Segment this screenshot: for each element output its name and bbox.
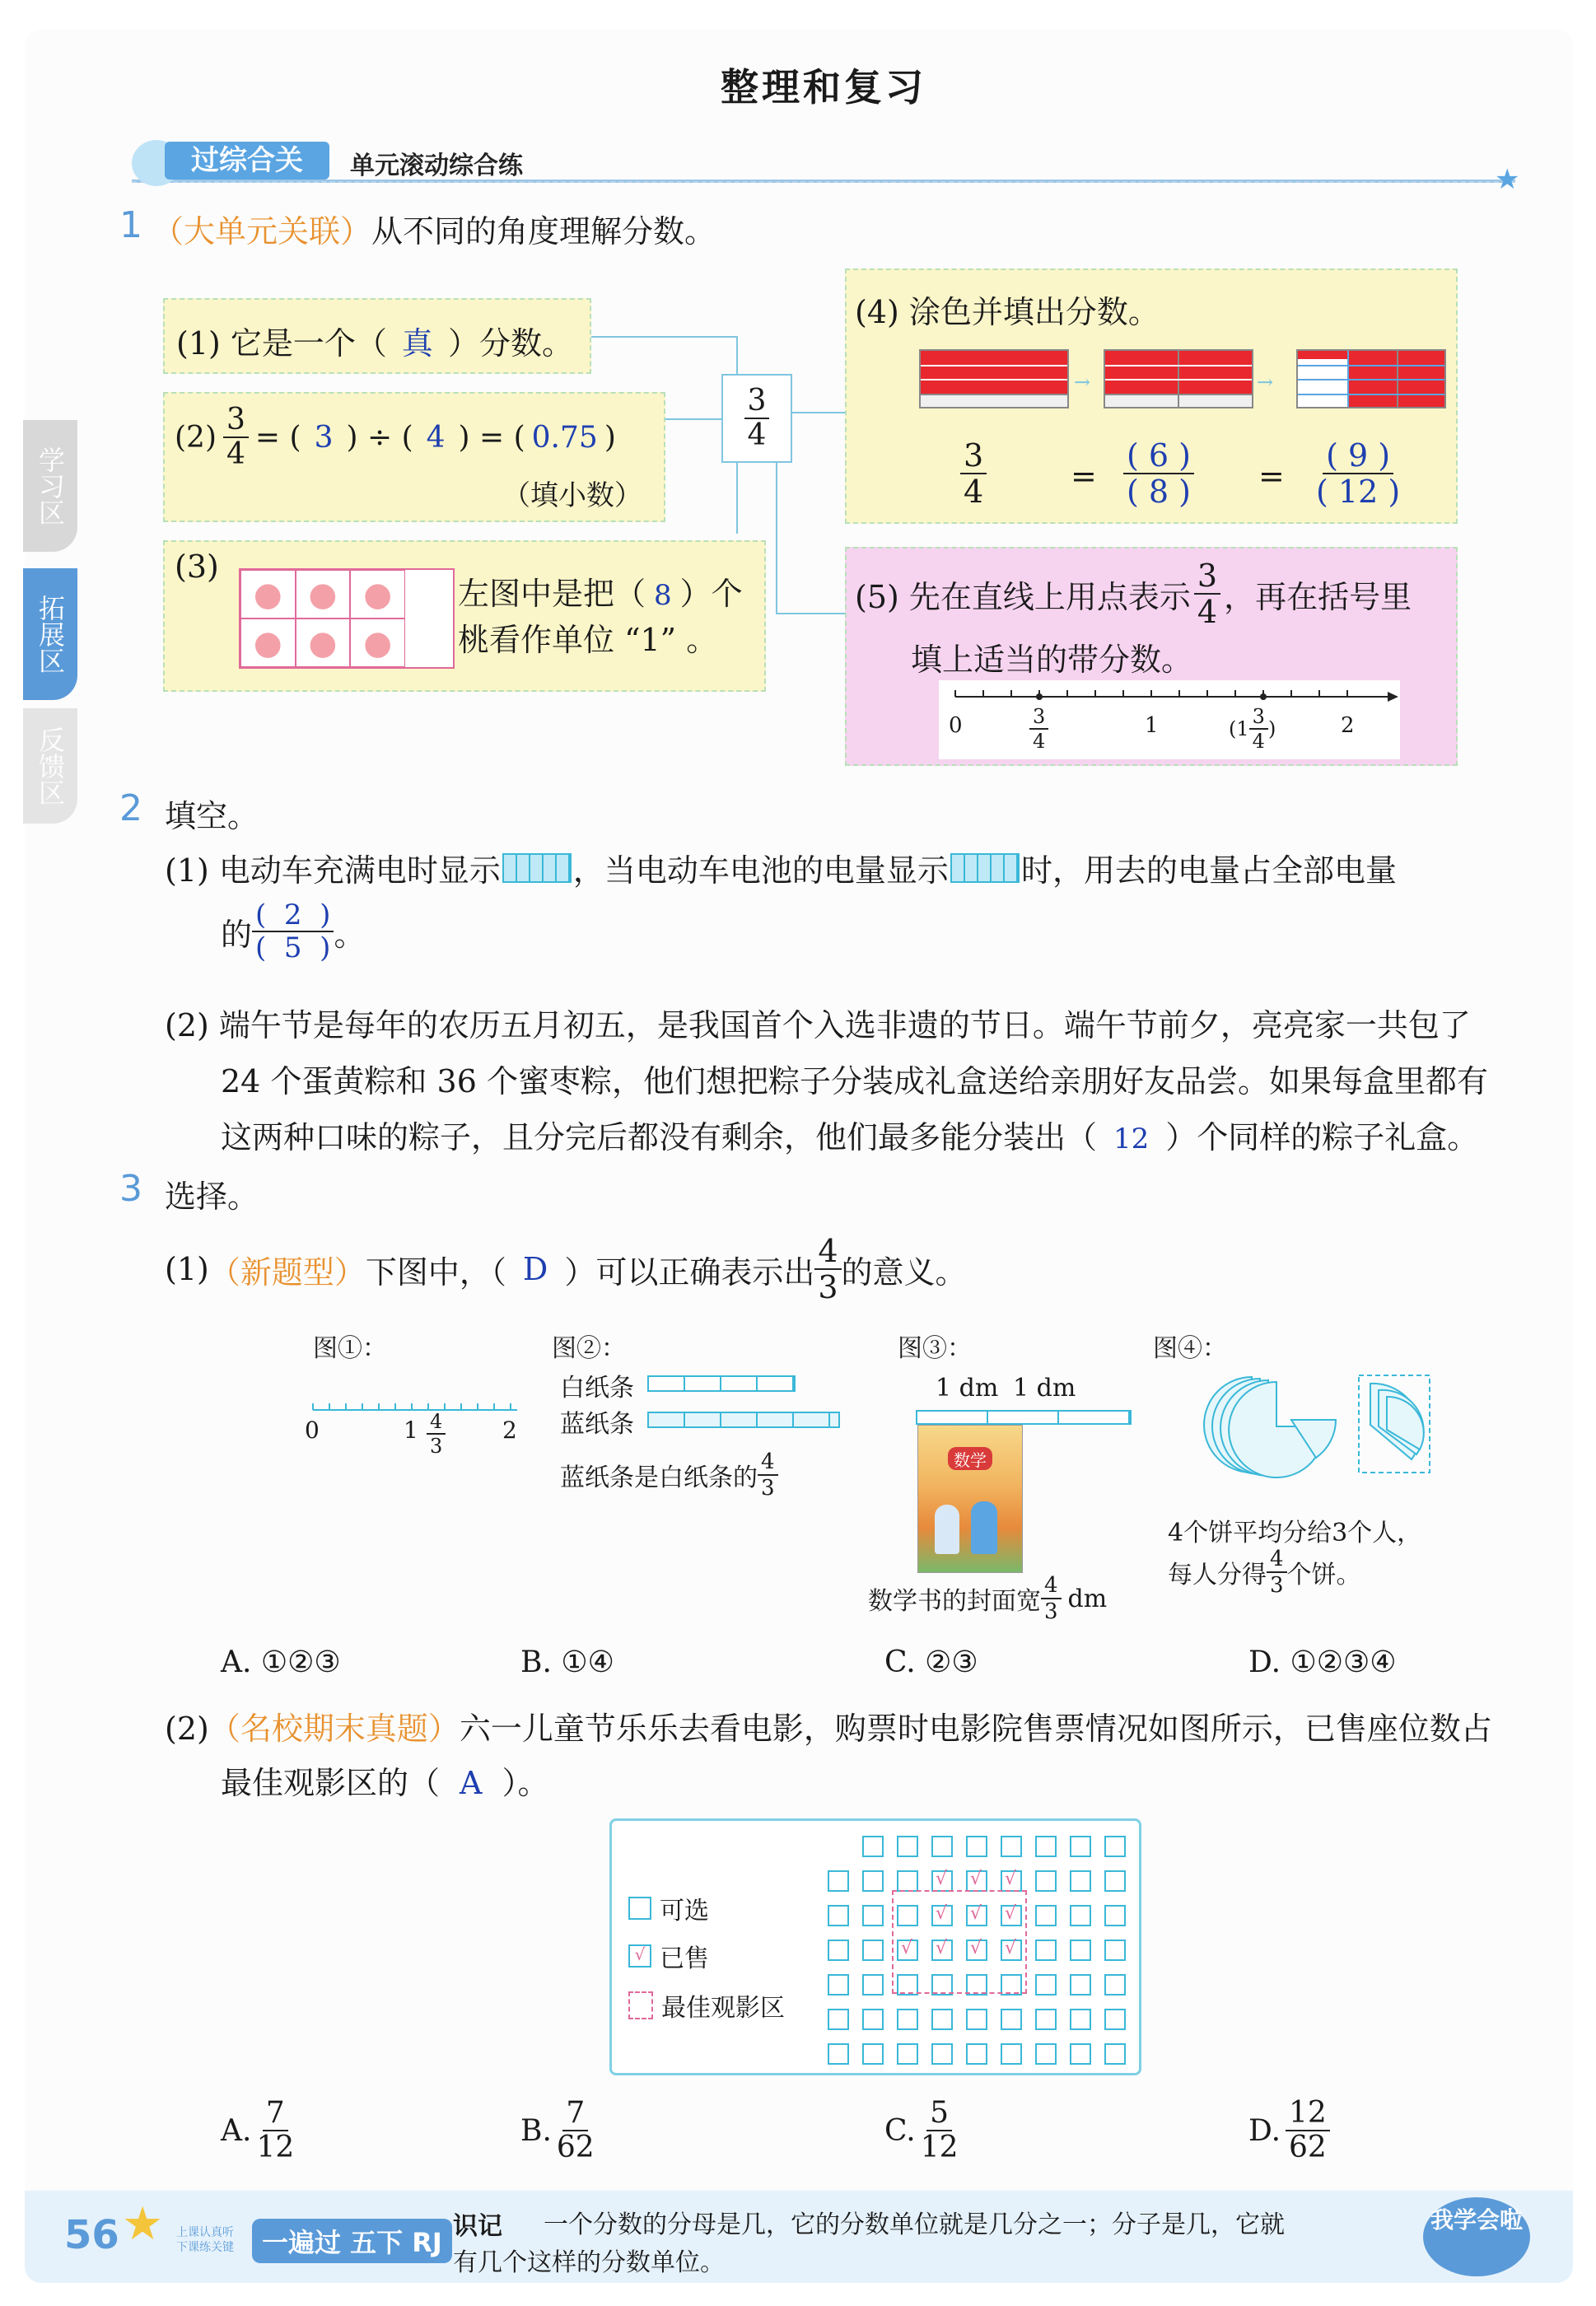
footer-slogan-2: 下课练关键 (176, 2241, 234, 2254)
peach-icon: ● (296, 619, 351, 667)
figure-1: 图①： 0 1 2 $\frac{4}{3}$ (305, 1328, 535, 1459)
seat[interactable] (1104, 1940, 1126, 1961)
decimal-note: （填小数） (502, 479, 642, 512)
blue-strip (647, 1412, 840, 1428)
connector (665, 418, 725, 420)
seat[interactable] (1001, 2043, 1022, 2065)
seat[interactable] (1070, 2009, 1091, 2030)
seat[interactable] (931, 1836, 953, 1857)
fraction-3-4: $\frac{3}{4}$ (960, 440, 987, 507)
q1-part4-box: (4) 涂色并填出分数。 → → $\frac{3}{4}$ = $\frac{( 6 )}{( 8 )}$ = $\frac{( 9 )}{( 12 )}$ (845, 268, 1458, 524)
connector (776, 460, 777, 613)
seat[interactable] (1035, 1940, 1057, 1961)
answer-d: D (522, 1251, 548, 1287)
footer-note-line1: 一个分数的分母是几，它的分数单位就是几分之一；分子是几，它就 (544, 2210, 1285, 2239)
answer-numerator: 3 (314, 420, 334, 455)
seat[interactable] (1035, 1974, 1057, 1996)
question-number: 1 (119, 204, 142, 246)
footer-bar (25, 2191, 1573, 2283)
cake-pieces-image (1194, 1367, 1433, 1482)
answer-denominator: 4 (426, 420, 446, 455)
number-line-box (939, 680, 1400, 759)
q2-part1-line1: (1) 电动车充满电时显示 ，当电动车电池的电量显示 时，用去的电量占全部电量 (165, 852, 1397, 889)
ruler-strip (916, 1410, 1132, 1425)
option-b[interactable]: B. ①④ (520, 1645, 614, 1679)
seat[interactable] (1035, 2043, 1057, 2065)
q1-part5-box: (5) 先在直线上用点表示 $\frac{3}{4}$ ，再在括号里 填上适当的带分数。 0 1 2 $\frac{3}{4}$ ( 1 $\frac{3}{4}$ ) (845, 547, 1458, 766)
seat[interactable] (862, 2043, 884, 2065)
question-1-prompt (152, 206, 716, 251)
seat[interactable] (862, 2009, 884, 2030)
peach-icon: ● (240, 570, 296, 619)
question-2-title: 填空。 (165, 798, 259, 834)
q2-part1-line2: 的 $\frac{( 2 )}{( 5 )}$ 。 (221, 899, 366, 964)
legend-best-area: 最佳观影区 (628, 1987, 785, 2024)
seat[interactable] (828, 2009, 849, 2030)
best-area-outline (892, 1890, 1027, 1994)
peach-icon: ● (296, 570, 351, 619)
mascot-star-icon: ★ (122, 2197, 164, 2251)
peach-icon: ● (350, 619, 405, 667)
legend-available: 可选 (628, 1890, 709, 1926)
question-tag: （大单元关联） (152, 213, 372, 250)
equals-sign: = (1071, 458, 1097, 494)
banner-subtitle: 单元滚动综合练 (350, 152, 523, 180)
answer-a: A (460, 1765, 483, 1801)
question-number: 2 (119, 787, 142, 829)
seat[interactable] (897, 1870, 918, 1892)
option-c-fraction[interactable]: C. $\frac{5}{12}$ (884, 2096, 959, 2164)
seat[interactable] (828, 2043, 849, 2065)
q3-part1-prompt: (1) （新题型） 下图中，（ D ）可以正确表示出 $\frac{4}{3}$ 的意义。 (165, 1233, 967, 1305)
seat[interactable] (897, 2043, 918, 2065)
seat[interactable] (966, 1836, 987, 1857)
option-d-fraction[interactable]: D. $\frac{12}{62}$ (1248, 2098, 1330, 2163)
page-title: 整理和复习 (721, 65, 926, 110)
footer-slogan-1: 上课认真听 (176, 2226, 234, 2239)
seat[interactable] (1035, 2009, 1057, 2030)
figure-2: 图②： 白纸条 蓝纸条 蓝纸条是白纸条的 $\frac{4}{3}$ (552, 1328, 848, 1492)
peach-icon: ● (240, 619, 296, 667)
mark-1-3-4: ( 1 $\frac{3}{4}$ ) (1229, 705, 1276, 753)
q3-part2-prompt-line2: 最佳观影区的（ A ）。 (221, 1765, 549, 1801)
seat[interactable] (1001, 1870, 1022, 1892)
connector (736, 460, 738, 534)
seat[interactable] (931, 2043, 953, 2065)
seat[interactable] (966, 2009, 987, 2030)
figure-3: 图③： 1 dm 1 dm 数学 数学书的封面宽 $\frac{4}{3}$ dm (856, 1328, 1153, 1624)
mark-3-4: $\frac{3}{4}$ (1029, 707, 1048, 751)
seat[interactable] (1070, 1836, 1091, 1857)
banner-tag: 过综合关 (165, 142, 329, 180)
q2-part2-line1: (2) 端午节是每年的农历五月初五，是我国首个入选非遗的节日。端午节前夕，亮亮家一共包了 (165, 1007, 1471, 1043)
learned-badge[interactable]: 我学会啦 (1423, 2197, 1530, 2276)
tick-1: 1 (1145, 713, 1159, 738)
seat[interactable] (862, 1940, 884, 1961)
seat[interactable] (1104, 1974, 1126, 1996)
seat[interactable] (1070, 2043, 1091, 2065)
arrow-icon: → (1074, 371, 1091, 394)
fig1-number-line (305, 1385, 535, 1435)
shade-bar-1 (919, 349, 1069, 408)
seat[interactable] (828, 1905, 849, 1926)
answer-twelve: 12 (1113, 1123, 1150, 1155)
tick-2: 2 (1341, 713, 1355, 738)
legend-sold: √ 已售 (628, 1938, 709, 1974)
seat[interactable] (966, 1870, 987, 1892)
connector (776, 613, 845, 614)
arrow-icon: → (1257, 371, 1274, 394)
seat[interactable] (862, 1905, 884, 1926)
connector (736, 336, 738, 374)
seat[interactable] (1104, 1836, 1126, 1857)
prompt-text: 从不同的角度理解分数。 (371, 213, 716, 250)
seat[interactable] (1070, 1940, 1091, 1961)
seat[interactable] (1070, 1974, 1091, 1996)
option-c[interactable]: C. ②③ (884, 1645, 978, 1679)
seat[interactable] (1104, 2043, 1126, 2065)
seat[interactable] (862, 1836, 884, 1857)
seat[interactable] (1104, 2009, 1126, 2030)
seat[interactable] (1070, 1870, 1091, 1892)
shade-bar-3 (1296, 349, 1446, 408)
seat[interactable] (1035, 1870, 1057, 1892)
center-fraction-box: $\frac{3}{4}$ (721, 374, 792, 463)
star-icon: ★ (1495, 163, 1520, 196)
seat[interactable] (862, 1870, 884, 1892)
tick-0: 0 (949, 713, 963, 738)
seat[interactable] (1035, 1836, 1057, 1857)
shade-bar-2 (1104, 349, 1253, 408)
figure-4: 图④： 4个饼平均分给3个人， 每人分得 $\frac{4}{3}$ 个饼。 (1153, 1328, 1482, 1608)
q1-part1-box: (1) 它是一个（ 真 ）分数。 (163, 298, 591, 374)
seat[interactable] (828, 1940, 849, 1961)
seat[interactable] (1035, 1905, 1057, 1926)
section-banner (132, 140, 1524, 196)
seat[interactable] (1070, 1905, 1091, 1926)
battery-partial-icon (950, 853, 1020, 883)
battery-full-icon (502, 853, 572, 883)
seat[interactable] (1104, 1905, 1126, 1926)
number-line (939, 680, 1400, 759)
answer-eight: 8 (654, 579, 672, 612)
option-a[interactable]: A. ①②③ (221, 1645, 341, 1679)
banner-line (132, 180, 1515, 183)
peach-icon: ● (350, 570, 405, 619)
seat[interactable] (1104, 1870, 1126, 1892)
q3-part2-prompt: (2)（名校期末真题）六一儿童节乐乐去看电影，购票时电影院售票情况如图所示，已售座位数占 (165, 1711, 1492, 1747)
cinema-seat-chart (609, 1818, 1141, 2075)
peach-grid (239, 568, 455, 669)
question-number: 3 (119, 1168, 142, 1210)
footer-note-line2: 有几个这样的分数单位。 (453, 2248, 725, 2277)
option-d[interactable]: D. ①②③④ (1248, 1645, 1397, 1679)
option-b-fraction[interactable]: B. $\frac{7}{62}$ (520, 2096, 595, 2164)
seat[interactable] (931, 1870, 953, 1892)
answer-true: 真 (401, 325, 433, 362)
seat[interactable] (897, 1836, 918, 1857)
seat[interactable] (966, 2043, 987, 2065)
q1-part3-box: (3) ● ● ● ● ● ● 左图中是把（ 8 ）个 桃看作单位 “1” 。 (163, 540, 766, 692)
seat[interactable] (828, 1870, 849, 1892)
seat[interactable] (862, 1974, 884, 1996)
tab-study-area[interactable]: 学习区 (23, 420, 77, 552)
footer-note-label: 识记 (453, 2212, 502, 2241)
seat[interactable] (1001, 1836, 1022, 1857)
q2-part2-line3: 这两种口味的粽子，且分完后都没有剩余，他们最多能分装出（ 12 ）个同样的粽子礼盒。 (221, 1119, 1479, 1155)
page-number: 56 (64, 2212, 119, 2258)
seat[interactable] (828, 1974, 849, 1996)
fraction-6-8: $\frac{( 6 )}{( 8 )}$ (1123, 440, 1194, 507)
option-a-fraction[interactable]: A. $\frac{7}{12}$ (221, 2096, 295, 2164)
q1-part2-box: (2) $\frac{3}{4}$ = ( 3 ) ÷ ( 4 ) = ( 0.75 ) （填小数） (163, 392, 665, 522)
fraction-9-12: $\frac{( 9 )}{( 12 )}$ (1316, 437, 1401, 510)
tab-feedback-area[interactable]: 反馈区 (23, 708, 77, 824)
seat[interactable] (1001, 2009, 1022, 2030)
tab-extend-area[interactable]: 拓展区 (23, 568, 77, 700)
q2-part2-line2: 24 个蛋黄粽和 36 个蜜枣粽，他们想把粽子分装成礼盒送给亲朋好友品尝。如果每盒里都有 (221, 1063, 1488, 1099)
seat[interactable] (897, 2009, 918, 2030)
question-3-title: 选择。 (165, 1179, 259, 1215)
footer-brand: 一遍过 五下 RJ (252, 2219, 452, 2263)
seat[interactable] (931, 2009, 953, 2030)
math-book-image: 数学 (917, 1425, 1023, 1573)
answer-decimal: 0.75 (531, 420, 598, 455)
white-strip (647, 1375, 796, 1392)
equals-sign: = (1258, 458, 1285, 494)
connector (591, 336, 736, 338)
